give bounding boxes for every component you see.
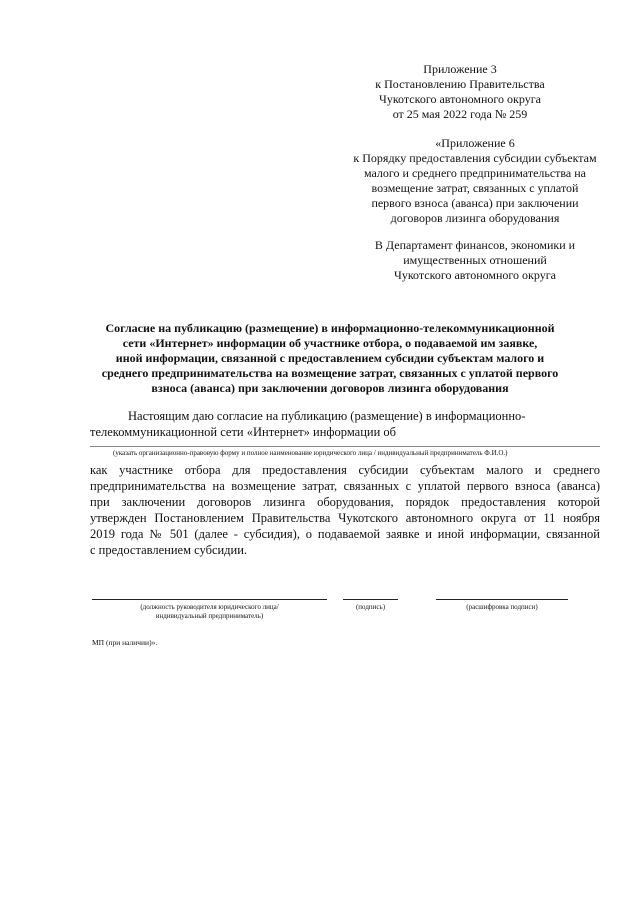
addressee [340, 238, 610, 283]
annex-reference-line: к Порядку предоставления субсидии субъектам [353, 151, 597, 165]
signature-field-line[interactable] [343, 599, 398, 600]
document-title-line: Согласие на публикацию (размещение) в информационно-телекоммуникационной [105, 321, 555, 335]
appendix-header-line: от 25 мая 2022 года № 259 [392, 107, 528, 121]
stamp-note: МП (при наличии)». [92, 638, 158, 647]
consent-intro-line: телекоммуникационной сети «Интернет» информации об [90, 425, 396, 439]
annex-reference [340, 136, 610, 226]
appendix-header [340, 62, 580, 122]
appendix-header-line: к Постановлению Правительства [375, 77, 545, 91]
addressee-line: В Департамент финансов, экономики и [374, 238, 576, 252]
signature-decoding-hint: (расшифровка подписи) [466, 603, 538, 611]
annex-reference-line: «Приложение 6 [435, 136, 515, 150]
consent-body-line: 2019 года № 501 (далее - субсидия), о подаваемой заявке и иной информации, связанной [90, 527, 600, 541]
consent-intro-line: Настоящим даю согласие на публикацию (размещение) в информационно- [128, 409, 526, 423]
signature-decoding-field-line[interactable] [436, 599, 568, 600]
document-title [80, 321, 580, 396]
consent-body-line: предпринимательства на возмещение затрат, связанных с уплатой первого взноса (аванса) [90, 479, 600, 493]
annex-reference-line: договоров лизинга оборудования [390, 211, 560, 225]
position-field-line[interactable] [92, 599, 327, 600]
document-title-line: взноса (аванса) при заключении договоров лизинга оборудования [151, 381, 509, 395]
position-hint: (должность руководителя юридического лица/ индивидуальный предприниматель) [140, 603, 279, 620]
appendix-header-line: Приложение 3 [423, 62, 497, 76]
addressee-line: Чукотского автономного округа [394, 268, 556, 282]
consent-body-line: как участнике отбора для предоставления субсидии субъектам малого и среднего [90, 463, 600, 477]
annex-reference-line: первого взноса (аванса) при заключении [371, 196, 579, 210]
appendix-header-line: Чукотского автономного округа [379, 92, 541, 106]
organization-name-field-line[interactable] [90, 446, 600, 447]
annex-reference-line: возмещение затрат, связанных с уплатой [371, 181, 579, 195]
annex-reference-line: малого и среднего предпринимательства на [363, 166, 587, 180]
document-title-line: среднего предпринимательства на возмещение затрат, связанных с уплатой первого [101, 366, 559, 380]
signature-hint: (подпись) [355, 603, 386, 611]
organization-name-hint: (указать организационно-правовую форму и полное наименование юридического лица / индивидуальный предприниматель Ф.И.О.) [113, 449, 508, 457]
consent-body-line: при заключении договоров лизинга оборудования, порядок предоставления которой [90, 495, 600, 509]
document-title-line: сети «Интернет» информации об участнике отбора, о подаваемой им заявке, [122, 336, 538, 350]
consent-body [90, 462, 600, 558]
consent-intro [90, 408, 600, 440]
consent-body-line: утвержден Постановлением Правительства Чукотского автономного округа от 11 ноября [90, 511, 600, 525]
document-title-line: иной информации, связанной с предоставлением субсидии субъектам малого и [115, 351, 545, 365]
consent-body-last-line: с предоставлением субсидии. [90, 543, 248, 557]
addressee-line: имущественных отношений [403, 253, 547, 267]
